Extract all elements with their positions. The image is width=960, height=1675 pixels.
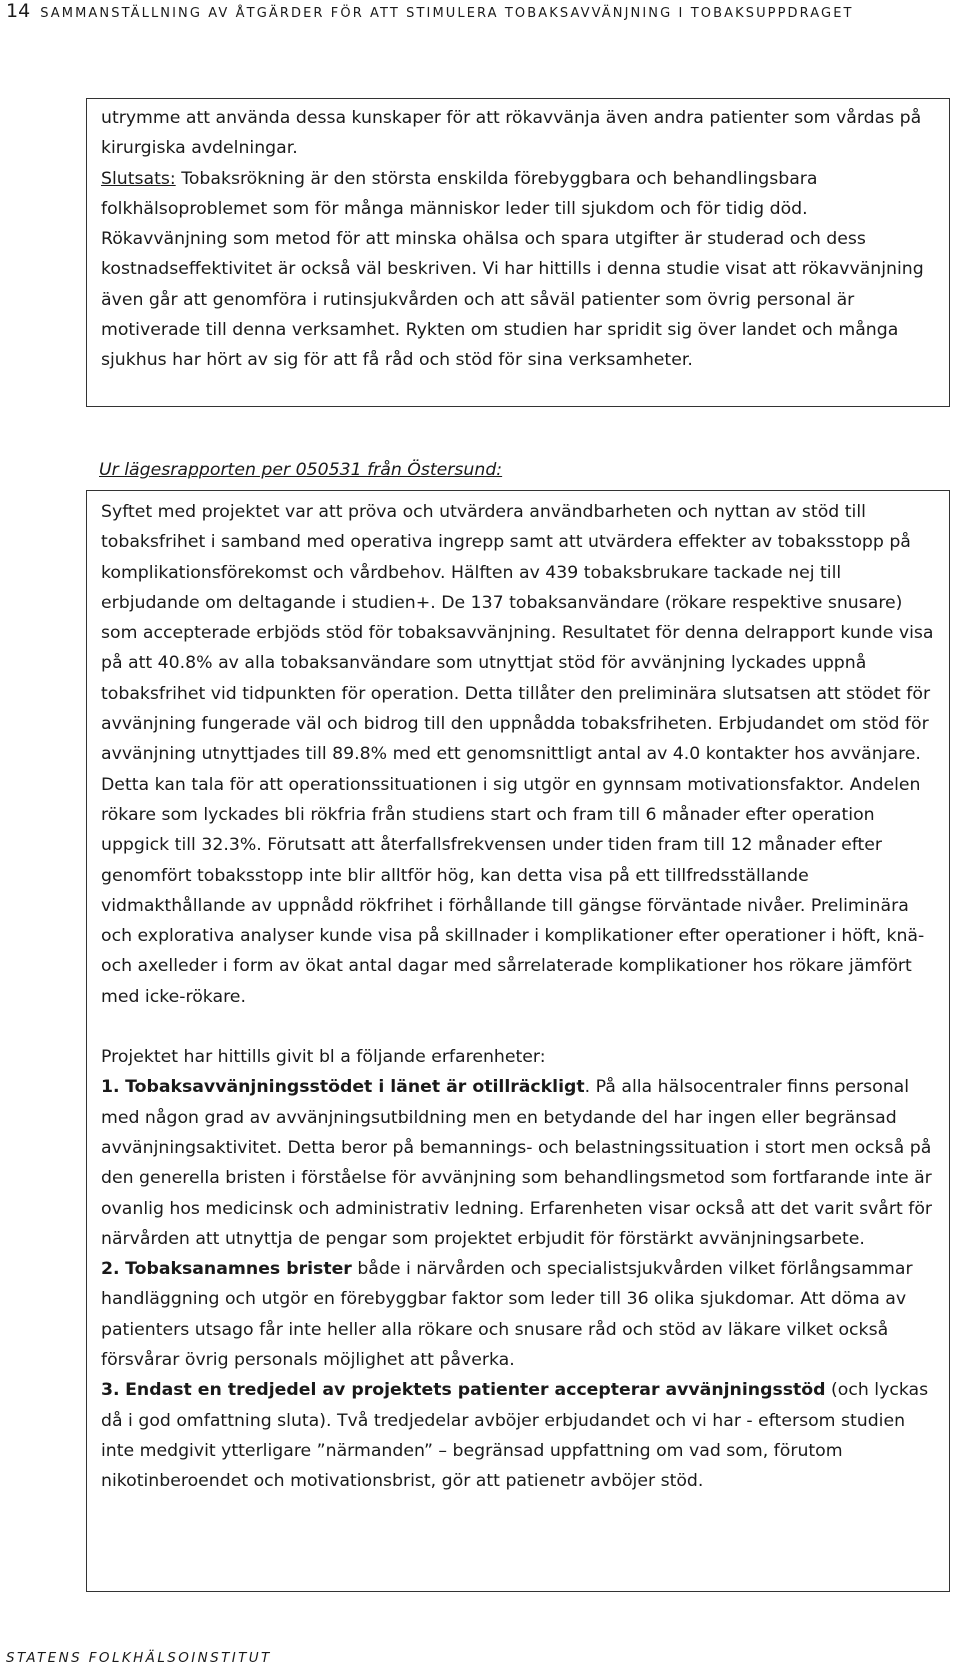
item-1-text: . På alla hälsocentraler finns personal med någon grad av avvänjningsutbildning men en betydande del har ingen eller begränsad avvänjningsaktivitet. Detta beror på bemannings- och belastningssituation i stort men också på den generella bristen i förståelse för avvänjning som behandlingsmetod som fortfarande inte är ovanlig hos medicinsk och administrativ ledning. Erfarenheten visar också att det varit svårt för närvården att utnyttja de pengar som projektet erbjudit för förstärkt avvänjningsarbete. xyxy=(101,1077,933,1249)
page-number: 14 xyxy=(6,0,31,22)
running-title: SAMMANSTÄLLNING AV ÅTGÄRDER FÖR ATT STIMULERA TOBAKSAVVÄNJNING I TOBAKSUPPDRAGET xyxy=(40,6,854,21)
item-2-text: både i närvården och specialistsjukvården vilket förlångsammar handläggning och utgör en förebyggbar faktor som leder till 36 olika sjukdomar. Att döma av patienters utsago får inte heller alla rökare och snusare råd och stöd av läkare vilket också försvårar övrig personals möjlighet att påverka. xyxy=(101,1259,913,1371)
experience-item-2 xyxy=(101,1254,939,1375)
box1-intro: utrymme att använda dessa kunskaper för att rökavvänja även andra patienter som vårdas på kirurgiska avdelningar. xyxy=(101,108,922,159)
item-3-number: 3. xyxy=(101,1380,120,1401)
item-2-bold: Tobaksanamnes brister xyxy=(125,1259,352,1280)
conclusion-label: Slutsats: xyxy=(101,168,176,189)
running-header xyxy=(6,0,946,22)
report-paragraph: Syftet med projektet var att pröva och utvärdera användbarheten och nyttan av stöd till tobaksfrihet i samband med operativa ingrepp samt att utvärdera effekter av tobaksstopp på komplikationsförekomst och vårdbehov. Hälften av 439 tobaksbrukare tackade nej till erbjudande om deltagande i studien+. De 137 tobaksanvändare (rökare respektive snusare) som accepterade erbjöds stöd för tobaksavvänjning. Resultatet för denna delrapport kunde visa på att 40.8% av alla tobaksanvändare som utnyttjat stöd för avvänjning lyckades uppnå tobaksfrihet vid tidpunkten för operation. Detta tillåter den preliminära slutsatsen att stödet för avvänjning fungerade väl och bidrog till den uppnådda tobaksfriheten. Erbjudandet om stöd för avvänjning utnyttjades till 89.8% med ett genomsnittligt antal av 4.0 kontakter hos avvänjare. Detta kan tala för att operationssituationen i sig utgör en gynnsam motivationsfaktor. Andelen rökare som lyckades bli rökfria från studiens start och fram till 6 månader efter operation uppgick till 32.3%. Förutsatt att återfallsfrekvensen under tiden fram till 12 månader efter genomfört tobaksstopp inte blir alltför hög, kan detta visa på ett tillfredsställande vidmakthållande av uppnådd rökfrihet i förhållande till gängse förväntade nivåer. Preliminära och explorativa analyser kunde visa på skillnader i komplikationer efter operationer i höft, knä- och axelleder i form av ökat antal dagar med sårrelaterade komplikationer hos rökare jämfört med icke-rökare. xyxy=(101,502,934,1007)
experience-item-3 xyxy=(101,1375,939,1496)
box1-text xyxy=(101,103,939,376)
conclusion-box xyxy=(86,98,950,407)
experiences-intro: Projektet har hittills givit bl a följande erfarenheter: xyxy=(101,1047,546,1068)
item-1-number: 1. xyxy=(101,1077,120,1098)
item-1-bold: Tobaksavvänjningsstödet i länet är otillräckligt xyxy=(125,1077,585,1098)
item-2-number: 2. xyxy=(101,1259,120,1280)
report-box xyxy=(86,490,950,1592)
footer-publisher: STATENS FOLKHÄLSOINSTITUT xyxy=(6,1650,272,1666)
item-3-text: (och lyckas då i god omfattning sluta). Två tredjedelar avböjer erbjudandet och vi har - eftersom studien inte medgivit ytterligare ”närmanden” – begränsad uppfattning om vad som, förutom nikotinberoendet och motivationsbrist, gör att patienetr avböjer stöd. xyxy=(101,1380,929,1492)
item-3-bold: Endast en tredjedel av projektets patienter accepterar avvänjningsstöd xyxy=(125,1380,826,1401)
conclusion-text: Tobaksrökning är den största enskilda förebyggbara och behandlingsbara folkhälsoproblemet som för många människor leder till sjukdom och för tidig död. Rökavvänjning som metod för att minska ohälsa och spara utgifter är studerad och dess kostnadseffektivitet är också väl beskriven. Vi har hittills i denna studie visat att rökavvänjning även går att genomföra i rutinsjukvården och att såväl patienter som övrig personal är motiverade till denna verksamhet. Rykten om studien har spridit sig över landet och många sjukhus har hört av sig för att få råd och stöd för sina verksamheter. xyxy=(101,168,924,371)
report-heading: Ur lägesrapporten per 050531 från Östersund: xyxy=(99,460,503,480)
experience-item-1 xyxy=(101,1072,939,1254)
